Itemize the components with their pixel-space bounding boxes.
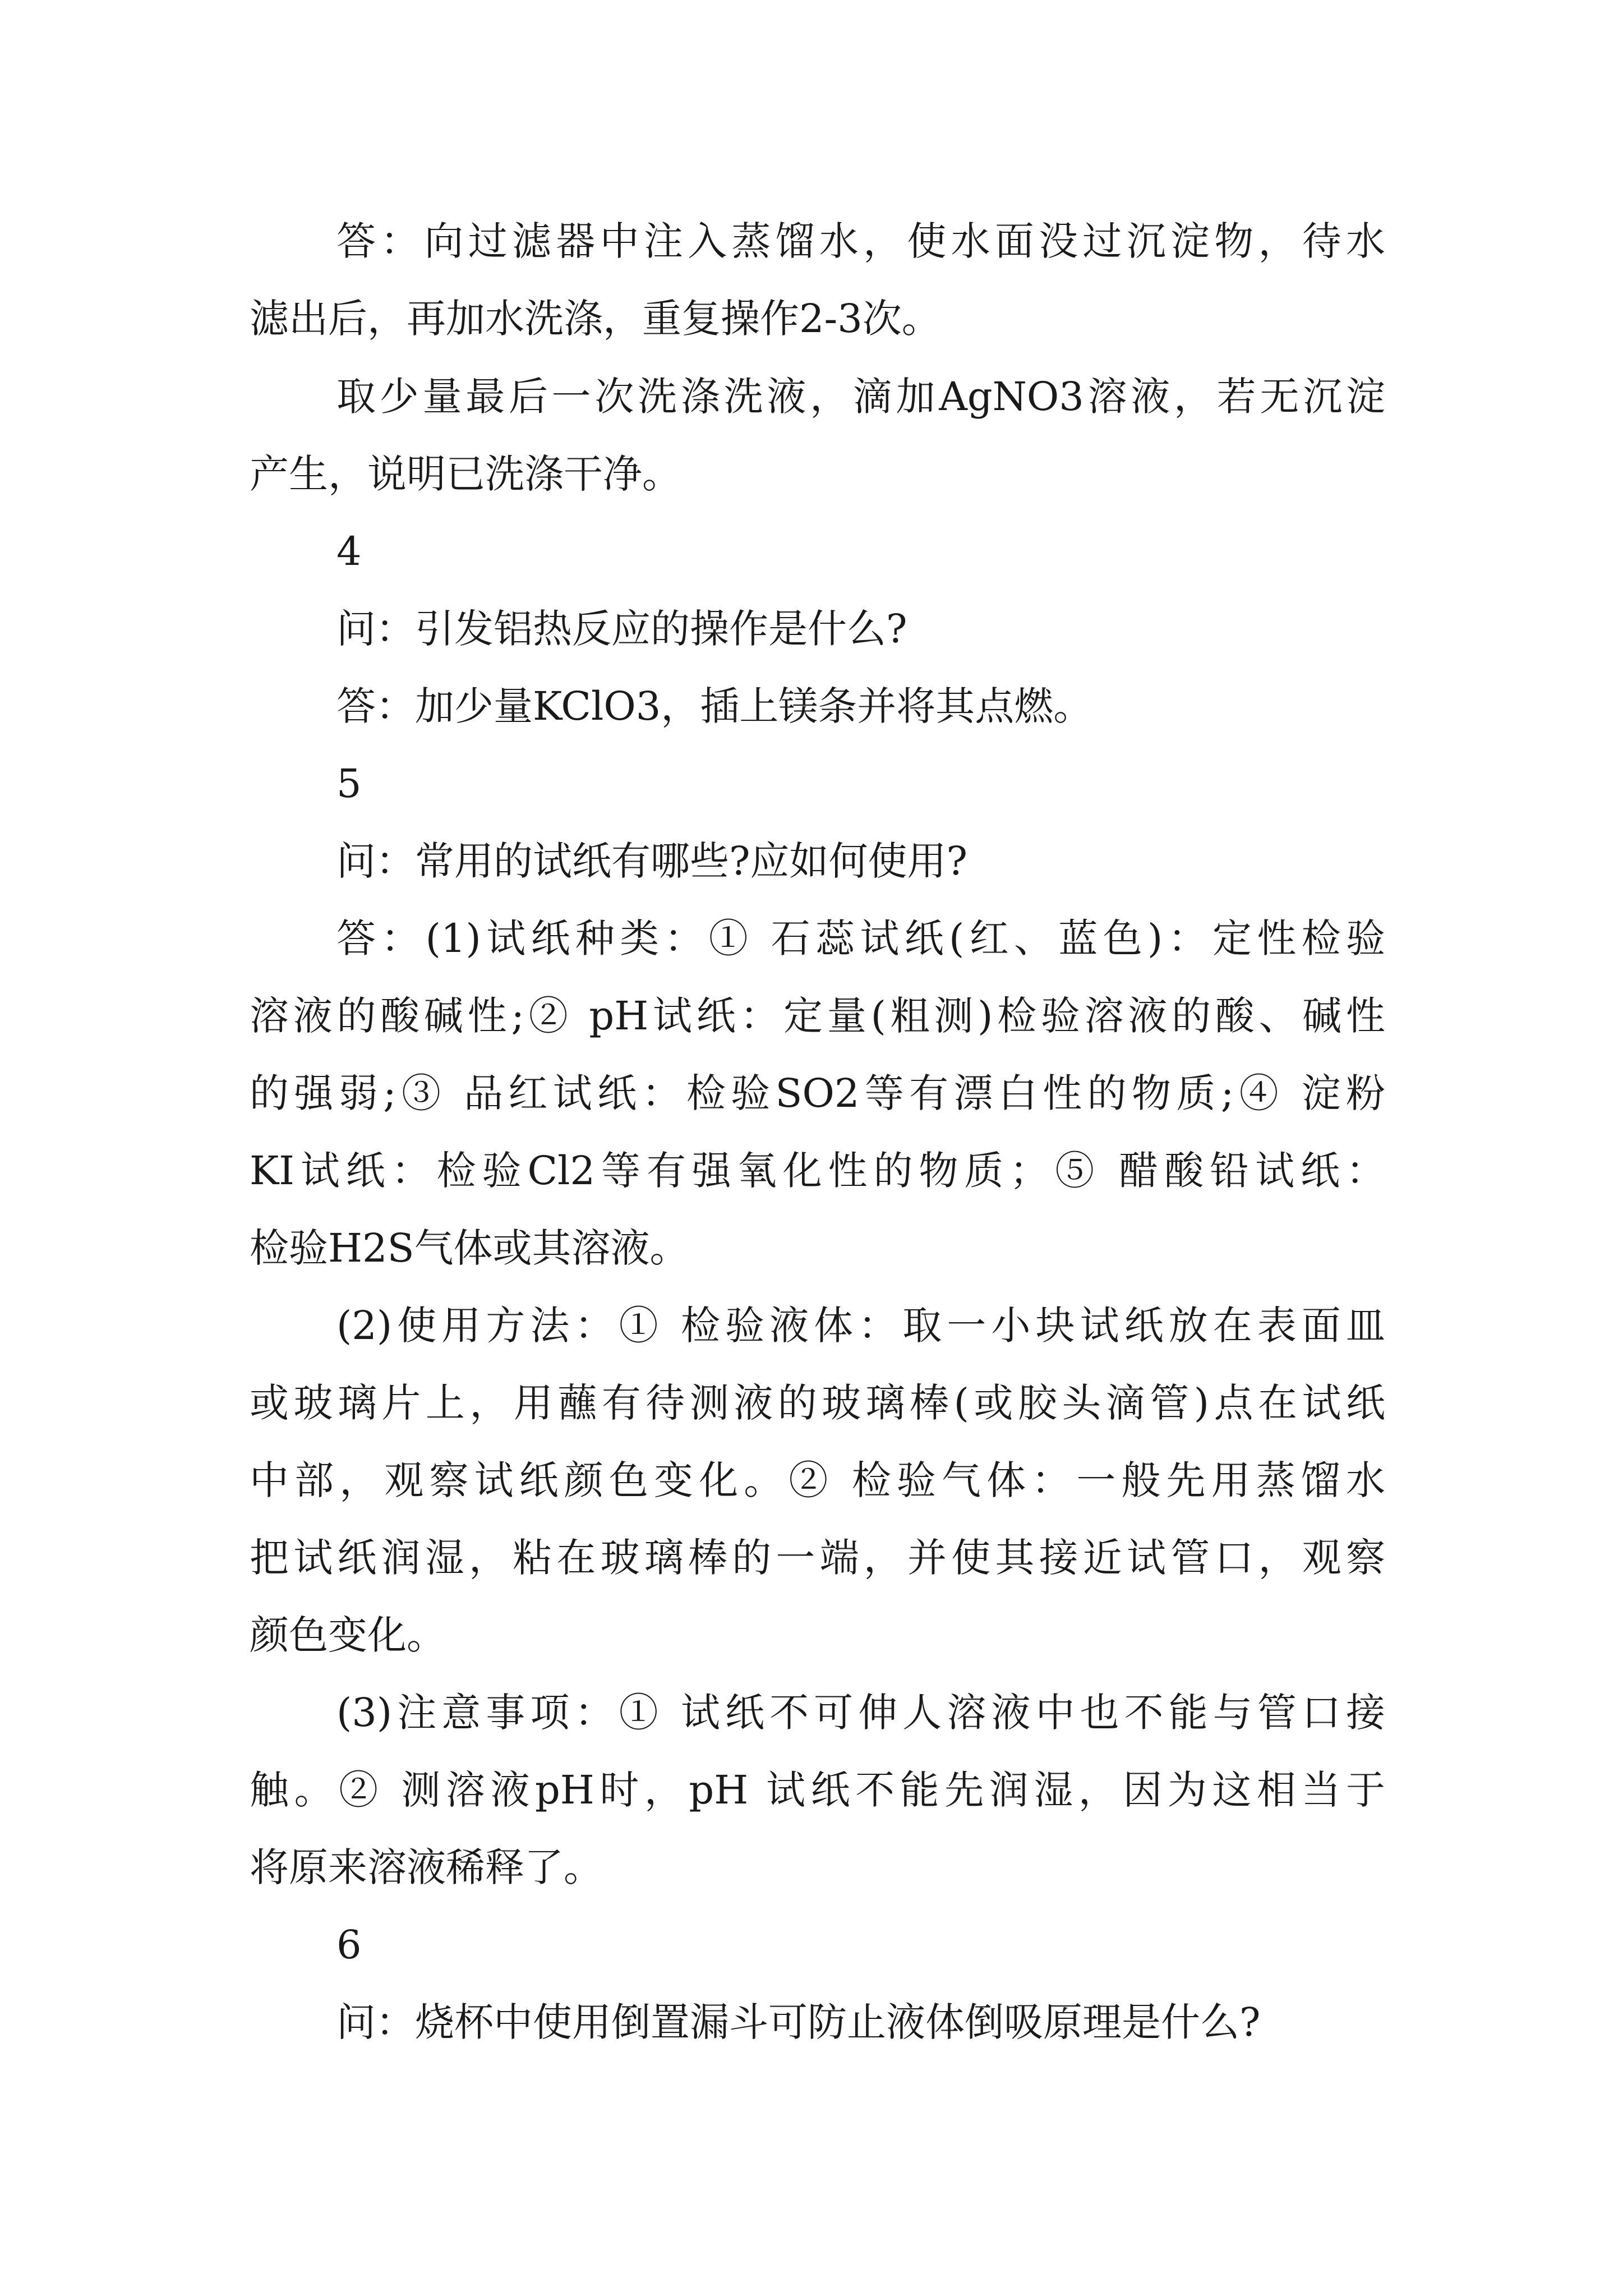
paragraph-line: 或玻璃片上，用蘸有待测液的玻璃棒(或胶头滴管)点在试纸 [250, 1380, 1385, 1426]
paragraph-line: 取少量最后一次洗涤洗液，滴加AgNO3溶液，若无沉淀 [336, 374, 1385, 420]
question-line: 问：引发铝热反应的操作是什么? [336, 606, 907, 652]
question-number: 6 [336, 1922, 362, 1968]
paragraph-line: 产生，说明已洗涤干净。 [250, 451, 681, 497]
paragraph-line: (2)使用方法：① 检验液体：取一小块试纸放在表面皿 [336, 1303, 1385, 1349]
paragraph-line: 滤出后，再加水洗涤，重复操作2-3次。 [250, 296, 941, 342]
question-number: 5 [336, 761, 362, 807]
paragraph-line: 答：(1)试纸种类：① 石蕊试纸(红、蓝色)：定性检验 [336, 915, 1385, 961]
paragraph-line: (3)注意事项：① 试纸不可伸人溶液中也不能与管口接 [336, 1690, 1385, 1736]
paragraph-line: KI试纸：检验Cl2等有强氧化性的物质；⑤ 醋酸铅试纸： [250, 1148, 1385, 1194]
paragraph-line: 答：向过滤器中注入蒸馏水，使水面没过沉淀物，待水 [336, 218, 1385, 264]
question-line: 问：常用的试纸有哪些?应如何使用? [336, 838, 968, 884]
paragraph-line: 检验H2S气体或其溶液。 [250, 1225, 689, 1271]
paragraph-line: 将原来溶液稀释了。 [250, 1844, 603, 1890]
paragraph-line: 的强弱;③ 品红试纸：检验SO2等有漂白性的物质;④ 淀粉 [250, 1070, 1385, 1116]
question-number: 4 [336, 528, 362, 574]
answer-line: 答：加少量KClO3，插上镁条并将其点燃。 [336, 683, 1093, 729]
question-line: 问：烧杯中使用倒置漏斗可防止液体倒吸原理是什么? [336, 1999, 1261, 2045]
paragraph-line: 中部，观察试纸颜色变化。② 检验气体：一般先用蒸馏水 [250, 1457, 1385, 1503]
paragraph-line: 把试纸润湿，粘在玻璃棒的一端，并使其接近试管口，观察 [250, 1535, 1385, 1581]
paragraph-line: 颜色变化。 [250, 1612, 446, 1658]
paragraph-line: 触。② 测溶液pH时，pH 试纸不能先润湿，因为这相当于 [250, 1767, 1385, 1813]
paragraph-line: 溶液的酸碱性;② pH试纸：定量(粗测)检验溶液的酸、碱性 [250, 993, 1385, 1039]
